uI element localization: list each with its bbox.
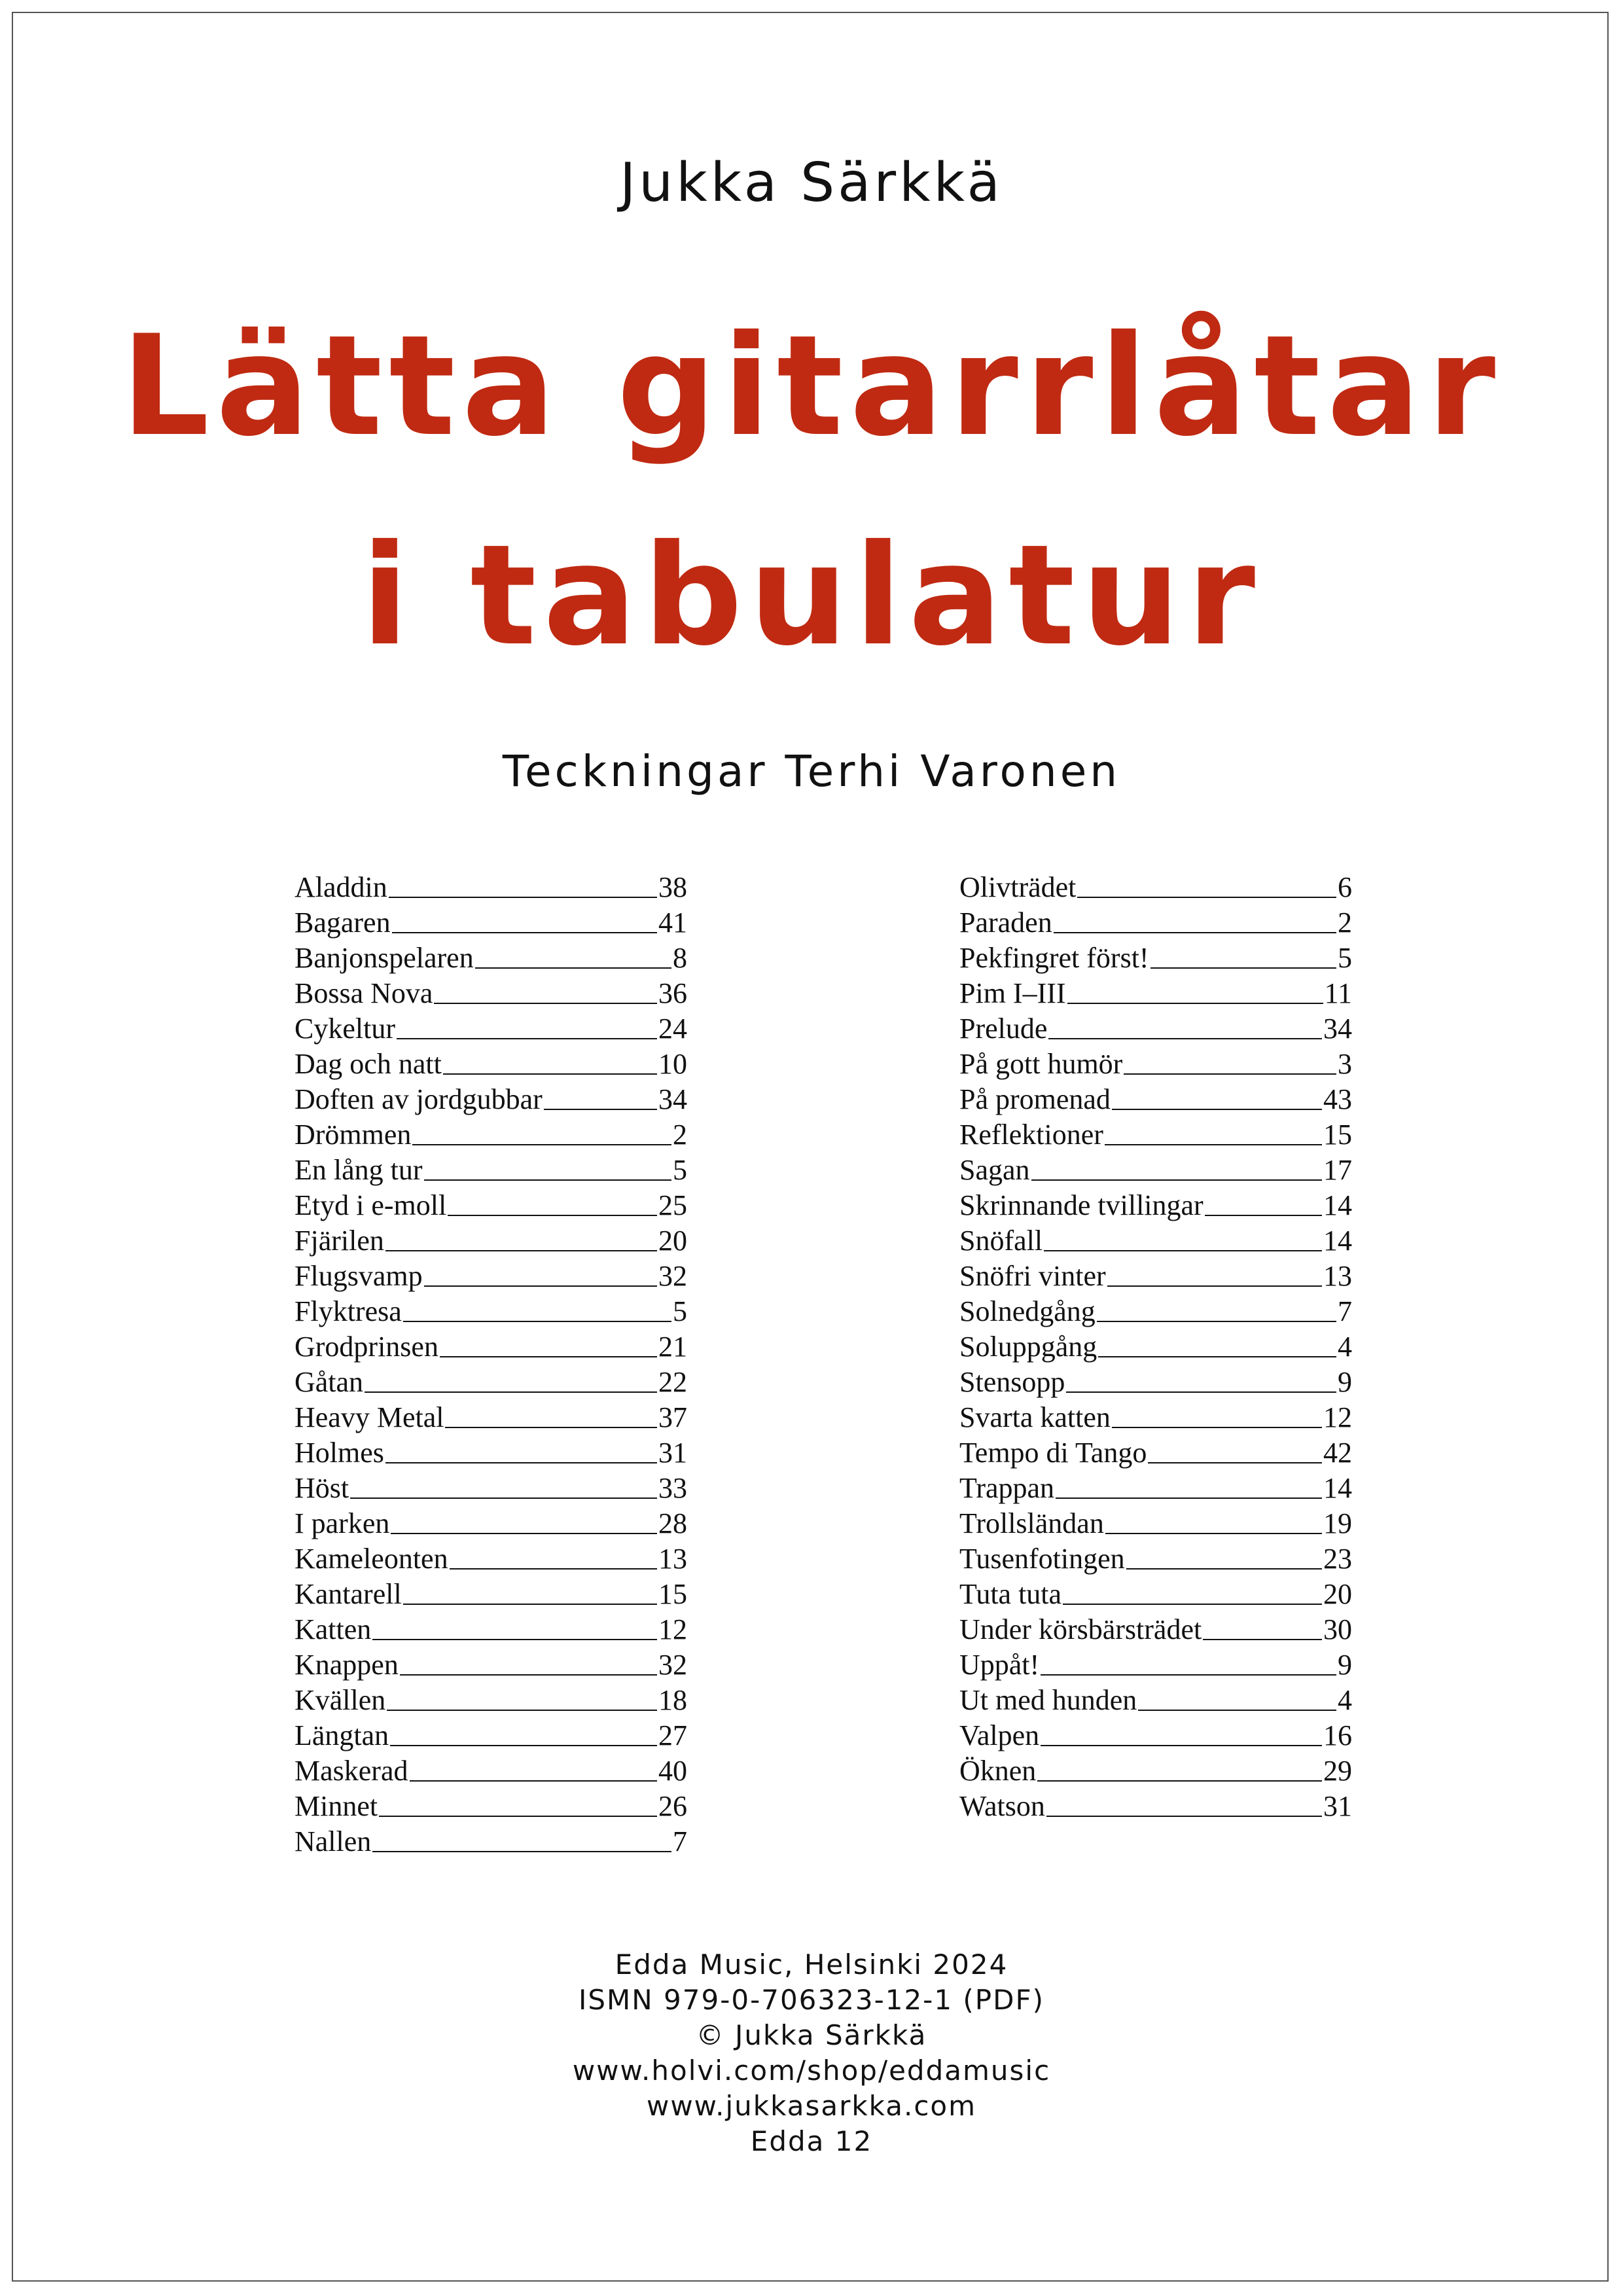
toc-entry-page: 13 [1323,1260,1352,1292]
toc-entry-page: 19 [1323,1507,1352,1539]
toc-entry-title: På gott humör [959,1048,1123,1080]
toc-entry-title: Pim I–III [959,977,1066,1009]
book-title-line-2: i tabulatur [361,514,1262,676]
toc-entry-page: 5 [1338,942,1352,974]
toc-leader-line [1046,1815,1322,1817]
toc-entry [959,1330,1352,1365]
toc-entry-title: Holmes [294,1437,384,1469]
toc-entry-page: 32 [658,1649,687,1681]
toc-entry-title: Svarta katten [959,1401,1111,1433]
toc-entry [294,1507,687,1542]
toc-entry-page: 32 [658,1260,687,1292]
toc-entry-title: Paraden [959,906,1052,939]
toc-leader-line [387,1709,657,1711]
toc-entry-title: Under körsbärsträdet [959,1613,1202,1645]
toc-entry-page: 26 [658,1790,687,1822]
toc-entry-title: Bossa Nova [294,977,433,1009]
toc-leader-line [350,1497,657,1499]
toc-entry-page: 3 [1338,1048,1352,1080]
toc-entry [294,1189,687,1224]
toc-entry-page: 16 [1323,1719,1352,1751]
toc-entry-title: Tusenfotingen [959,1543,1125,1575]
toc-entry-page: 30 [1323,1613,1352,1645]
toc-entry-page: 24 [658,1013,687,1045]
toc-leader-line [410,1780,658,1782]
toc-entry [294,1330,687,1365]
toc-leader-line [1098,1355,1336,1357]
toc-leader-line [1044,1249,1322,1251]
publisher-line: Edda Music, Helsinki 2024 [615,1948,1008,1981]
toc-entry [294,1083,687,1118]
toc-entry-page: 9 [1338,1649,1352,1681]
toc-entry-title: Banjonspelaren [294,942,474,974]
toc-entry-title: Ut med hunden [959,1684,1137,1716]
toc-entry-title: Bagaren [294,906,391,939]
toc-entry-title: Soluppgång [959,1331,1097,1363]
toc-entry [959,1648,1352,1683]
toc-entry [959,906,1352,941]
toc-entry [294,1789,687,1825]
toc-entry [959,1507,1352,1542]
toc-entry-title: Trollsländan [959,1507,1104,1539]
toc-entry [294,1613,687,1648]
toc-entry [959,1047,1352,1083]
book-title-line-1: Lätta gitarrlåtar [120,305,1503,467]
toc-entry [294,1224,687,1259]
toc-entry [294,977,687,1012]
toc-entry-title: Reflektioner [959,1119,1103,1151]
toc-leader-line [390,1744,657,1746]
toc-entry-title: Etyd i e-moll [294,1189,447,1221]
toc-leader-line [1031,1179,1322,1181]
toc-leader-line [475,967,671,969]
toc-leader-line [1063,1603,1322,1605]
toc-entry [294,1471,687,1507]
toc-entry [959,870,1352,906]
toc-entry-page: 27 [658,1719,687,1751]
toc-entry-page: 5 [673,1295,687,1327]
toc-entry-page: 17 [1323,1154,1352,1186]
toc-entry-page: 34 [658,1083,687,1115]
imprint [0,1947,1623,2159]
toc-leader-line [403,1603,657,1605]
toc-entry-title: Snöfall [959,1225,1043,1257]
toc-entry [294,1047,687,1083]
toc-leader-line [1077,896,1336,898]
toc-entry [294,1577,687,1613]
toc-leader-line [1097,1320,1336,1322]
toc-entry-title: Katten [294,1613,372,1645]
toc-entry-title: Uppåt! [959,1649,1040,1681]
toc-entry-page: 2 [1338,906,1352,939]
toc-entry-page: 42 [1323,1437,1352,1469]
toc-entry-title: Kameleonten [294,1543,448,1575]
toc-entry-page: 12 [1323,1401,1352,1433]
toc-leader-line [379,1815,657,1817]
toc-entry-title: Trappan [959,1472,1055,1504]
toc-entry [294,870,687,906]
toc-leader-line [1066,1391,1336,1393]
toc-entry-page: 20 [658,1225,687,1257]
toc-entry-page: 14 [1323,1189,1352,1221]
toc-entry-title: Valpen [959,1719,1040,1751]
copyright-line: © Jukka Särkkä [696,2019,927,2051]
toc-entry-title: I parken [294,1507,390,1539]
toc-entry-page: 11 [1324,977,1352,1009]
toc-entry-title: Aladdin [294,871,387,903]
toc-entry [959,1295,1352,1330]
toc-entry [294,1754,687,1789]
toc-entry [294,1259,687,1295]
toc-leader-line [385,1249,657,1251]
toc-leader-line [372,1850,671,1852]
toc-entry-title: Flugsvamp [294,1260,423,1292]
toc-entry [294,1542,687,1577]
toc-entry-page: 21 [658,1331,687,1363]
toc-entry-title: Watson [959,1790,1045,1822]
toc-entry-title: En lång tur [294,1154,423,1186]
toc-entry [959,1118,1352,1153]
toc-entry-title: Dag och natt [294,1048,442,1080]
ismn-line: ISMN 979-0-706323-12-1 (PDF) [578,1984,1044,2016]
toc-entry-page: 13 [658,1543,687,1575]
toc-entry-title: Pekfingret först! [959,942,1149,974]
toc-entry-title: Snöfri vinter [959,1260,1106,1292]
toc-entry-page: 31 [658,1437,687,1469]
toc-entry-page: 2 [673,1119,687,1151]
toc-entry [294,1118,687,1153]
toc-leader-line [1067,1002,1323,1004]
toc-entry-page: 15 [658,1578,687,1610]
toc-entry-title: Olivträdet [959,871,1077,903]
toc-entry-title: Sagan [959,1154,1030,1186]
toc-entry-title: Solnedgång [959,1295,1096,1327]
toc-entry-title: Gåtan [294,1366,364,1398]
toc-entry [959,1683,1352,1719]
toc-entry [959,1083,1352,1118]
toc-entry [294,1825,687,1860]
toc-leader-line [397,1037,657,1039]
toc-entry-title: Knappen [294,1649,399,1681]
toc-entry-title: Tuta tuta [959,1578,1062,1610]
toc-leader-line [1150,967,1336,969]
toc-entry [294,906,687,941]
toc-entry-page: 22 [658,1366,687,1398]
toc-entry [959,1436,1352,1471]
toc-leader-line [1126,1568,1322,1570]
toc-entry-page: 18 [658,1684,687,1716]
toc-entry-page: 23 [1323,1543,1352,1575]
toc-leader-line [448,1214,657,1216]
toc-entry-page: 14 [1323,1472,1352,1504]
toc-entry-title: Kantarell [294,1578,402,1610]
toc-entry [959,1613,1352,1648]
toc-entry-title: Skrinnande tvillingar [959,1189,1204,1221]
table-of-contents-right [959,870,1352,1825]
toc-entry [294,1436,687,1471]
toc-entry-page: 5 [673,1154,687,1186]
toc-leader-line [450,1568,657,1570]
toc-entry-page: 36 [658,977,687,1009]
toc-leader-line [389,896,657,898]
toc-leader-line [1037,1780,1322,1782]
toc-leader-line [391,1532,657,1534]
toc-leader-line [1112,1426,1322,1428]
toc-entry-title: Minnet [294,1790,378,1822]
toc-entry [959,1471,1352,1507]
toc-leader-line [544,1108,657,1110]
toc-leader-line [412,1143,671,1145]
toc-entry [959,941,1352,977]
toc-entry [959,1719,1352,1754]
toc-leader-line [424,1179,671,1181]
toc-leader-line [1105,1532,1322,1534]
toc-leader-line [1148,1462,1322,1463]
toc-leader-line [1112,1108,1322,1110]
toc-leader-line [1041,1744,1322,1746]
toc-entry-page: 4 [1338,1684,1352,1716]
toc-entry-page: 6 [1338,871,1352,903]
toc-leader-line [1041,1674,1336,1676]
toc-entry-page: 12 [658,1613,687,1645]
toc-entry-title: Tempo di Tango [959,1437,1147,1469]
toc-leader-line [403,1320,671,1322]
toc-entry-page: 20 [1323,1578,1352,1610]
shop-url: www.holvi.com/shop/eddamusic [572,2054,1051,2087]
toc-entry [294,1683,687,1719]
toc-leader-line [443,1073,657,1075]
toc-entry [959,1577,1352,1613]
toc-entry [294,1295,687,1330]
website-url: www.jukkasarkka.com [646,2090,977,2122]
toc-entry [959,977,1352,1012]
toc-entry-title: Maskerad [294,1755,408,1787]
toc-leader-line [385,1462,657,1463]
toc-leader-line [392,931,657,933]
toc-entry-page: 10 [658,1048,687,1080]
toc-entry-page: 25 [658,1189,687,1221]
toc-entry-page: 8 [673,942,687,974]
toc-entry-page: 31 [1323,1790,1352,1822]
toc-leader-line [1124,1073,1336,1075]
toc-leader-line [1138,1709,1336,1711]
toc-entry [959,1012,1352,1047]
toc-entry [294,1648,687,1683]
catalog-number: Edda 12 [750,2125,873,2157]
toc-entry-page: 40 [658,1755,687,1787]
toc-entry-page: 15 [1323,1119,1352,1151]
toc-entry [294,1012,687,1047]
toc-entry [294,1719,687,1754]
toc-leader-line [400,1674,657,1676]
toc-entry [959,1259,1352,1295]
toc-leader-line [1203,1638,1322,1640]
toc-entry-title: Öknen [959,1755,1037,1787]
toc-entry-title: Doften av jordgubbar [294,1083,543,1115]
toc-entry-page: 9 [1338,1366,1352,1398]
toc-leader-line [1105,1143,1322,1145]
toc-entry [294,1401,687,1436]
toc-leader-line [424,1285,657,1287]
table-of-contents-left [294,870,687,1860]
toc-entry-title: Heavy Metal [294,1401,444,1433]
toc-entry-page: 43 [1323,1083,1352,1115]
toc-entry [294,941,687,977]
toc-leader-line [1048,1037,1322,1039]
toc-entry-title: Höst [294,1472,349,1504]
toc-leader-line [372,1638,657,1640]
toc-entry-title: Nallen [294,1825,372,1857]
illustrator-credit: Teckningar Terhi Varonen [502,746,1121,797]
toc-entry [959,1224,1352,1259]
toc-entry-title: På promenad [959,1083,1111,1115]
toc-entry [959,1153,1352,1189]
toc-entry-page: 4 [1338,1331,1352,1363]
toc-entry-title: Längtan [294,1719,389,1751]
toc-leader-line [1056,1497,1322,1499]
toc-entry-page: 33 [658,1472,687,1504]
toc-entry-title: Flyktresa [294,1295,402,1327]
toc-entry-title: Kvällen [294,1684,386,1716]
toc-entry-page: 28 [658,1507,687,1539]
toc-leader-line [434,1002,657,1004]
toc-leader-line [365,1391,657,1393]
toc-entry-title: Stensopp [959,1366,1065,1398]
toc-entry-page: 34 [1323,1013,1352,1045]
toc-entry-title: Prelude [959,1013,1048,1045]
toc-entry [959,1754,1352,1789]
toc-entry-page: 29 [1323,1755,1352,1787]
toc-entry [294,1153,687,1189]
toc-entry-page: 41 [658,906,687,939]
toc-entry [294,1365,687,1401]
toc-entry [959,1542,1352,1577]
toc-entry [959,1189,1352,1224]
toc-entry [959,1365,1352,1401]
toc-leader-line [1107,1285,1322,1287]
toc-entry-page: 37 [658,1401,687,1433]
toc-leader-line [1054,931,1336,933]
toc-entry-page: 38 [658,871,687,903]
toc-entry-title: Cykeltur [294,1013,395,1045]
toc-entry [959,1401,1352,1436]
toc-leader-line [440,1355,657,1357]
toc-entry-title: Grodprinsen [294,1331,438,1363]
toc-entry-page: 7 [1338,1295,1352,1327]
toc-entry-title: Fjärilen [294,1225,384,1257]
toc-entry-page: 7 [673,1825,687,1857]
author-name: Jukka Särkkä [620,152,1003,214]
toc-entry-page: 14 [1323,1225,1352,1257]
toc-entry-title: Drömmen [294,1119,412,1151]
toc-entry [959,1789,1352,1825]
toc-leader-line [445,1426,657,1428]
toc-leader-line [1205,1214,1322,1216]
